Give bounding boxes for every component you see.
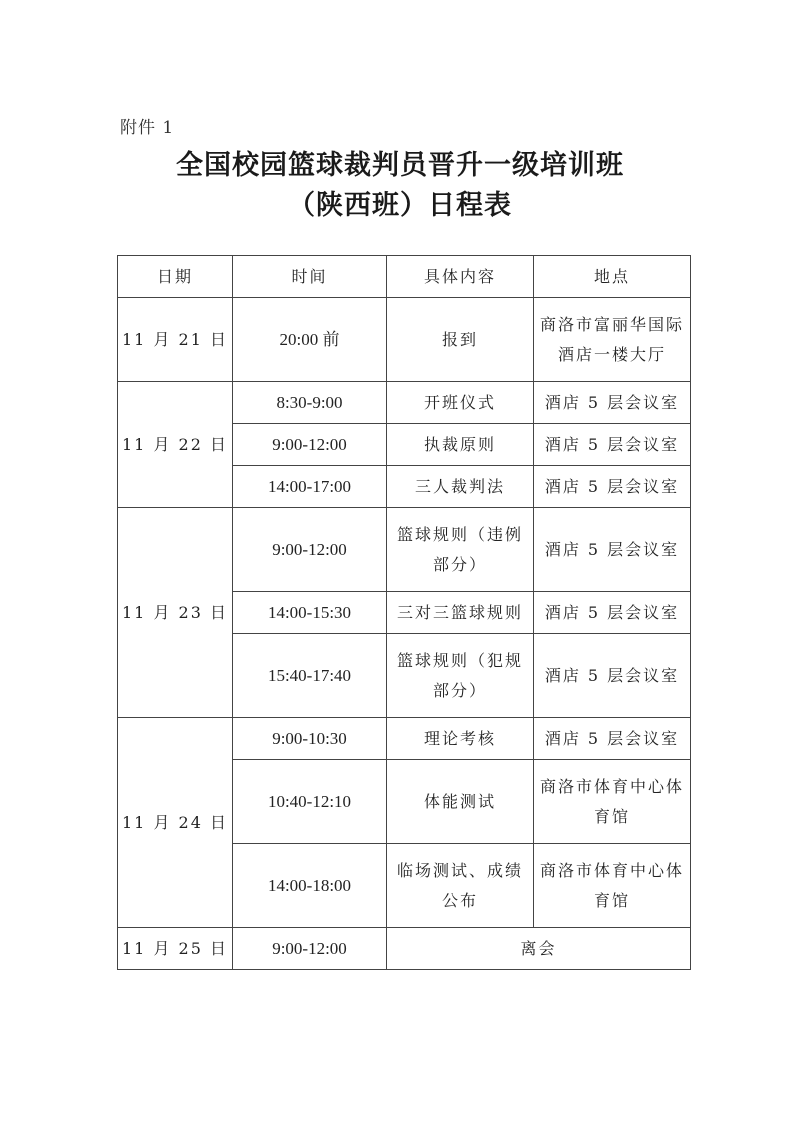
- table-row: [118, 382, 691, 424]
- location-cell: 酒店 5 层会议室: [534, 718, 691, 760]
- header-content: 具体内容: [387, 256, 534, 298]
- time-cell: 14:00-15:30: [233, 592, 387, 634]
- time-cell: 9:00-12:00: [233, 928, 387, 970]
- time-cell: 9:00-12:00: [233, 424, 387, 466]
- table-row: [118, 508, 691, 592]
- time-cell: 10:40-12:10: [233, 760, 387, 844]
- header-date: 日期: [118, 256, 233, 298]
- table-row: [118, 298, 691, 382]
- time-cell: 14:00-18:00: [233, 844, 387, 928]
- time-cell: 9:00-12:00: [233, 508, 387, 592]
- time-cell: 9:00-10:30: [233, 718, 387, 760]
- date-cell: 11 月 22 日: [118, 382, 233, 508]
- attachment-label: 附件 1: [120, 118, 175, 138]
- time-cell: 20:00 前: [233, 298, 387, 382]
- location-cell: 酒店 5 层会议室: [534, 382, 691, 424]
- content-cell: 理论考核: [387, 718, 534, 760]
- content-cell: 体能测试: [387, 760, 534, 844]
- content-cell: 临场测试、成绩公布: [387, 844, 534, 928]
- table-row: [118, 718, 691, 760]
- header-location: 地点: [534, 256, 691, 298]
- content-cell: 篮球规则（犯规部分）: [387, 634, 534, 718]
- time-cell: 14:00-17:00: [233, 466, 387, 508]
- location-cell: 商洛市体育中心体育馆: [534, 760, 691, 844]
- content-cell: 三人裁判法: [387, 466, 534, 508]
- date-cell: 11 月 25 日: [118, 928, 233, 970]
- content-cell: 三对三篮球规则: [387, 592, 534, 634]
- content-cell: 篮球规则（违例部分）: [387, 508, 534, 592]
- location-cell: 商洛市富丽华国际酒店一楼大厅: [534, 298, 691, 382]
- date-cell: 11 月 24 日: [118, 718, 233, 928]
- content-cell: 离会: [387, 928, 691, 970]
- location-cell: 酒店 5 层会议室: [534, 592, 691, 634]
- table-row: [118, 928, 691, 970]
- document-title-line-1: 全国校园篮球裁判员晋升一级培训班: [176, 150, 624, 181]
- table-header-row: [118, 256, 691, 298]
- time-cell: 8:30-9:00: [233, 382, 387, 424]
- schedule-table: [117, 255, 691, 970]
- location-cell: 酒店 5 层会议室: [534, 508, 691, 592]
- location-cell: 酒店 5 层会议室: [534, 466, 691, 508]
- date-cell: 11 月 21 日: [118, 298, 233, 382]
- time-cell: 15:40-17:40: [233, 634, 387, 718]
- document-title-line-2: （陕西班）日程表: [288, 190, 512, 221]
- header-time: 时间: [233, 256, 387, 298]
- location-cell: 酒店 5 层会议室: [534, 634, 691, 718]
- location-cell: 商洛市体育中心体育馆: [534, 844, 691, 928]
- content-cell: 执裁原则: [387, 424, 534, 466]
- content-cell: 开班仪式: [387, 382, 534, 424]
- location-cell: 酒店 5 层会议室: [534, 424, 691, 466]
- date-cell: 11 月 23 日: [118, 508, 233, 718]
- content-cell: 报到: [387, 298, 534, 382]
